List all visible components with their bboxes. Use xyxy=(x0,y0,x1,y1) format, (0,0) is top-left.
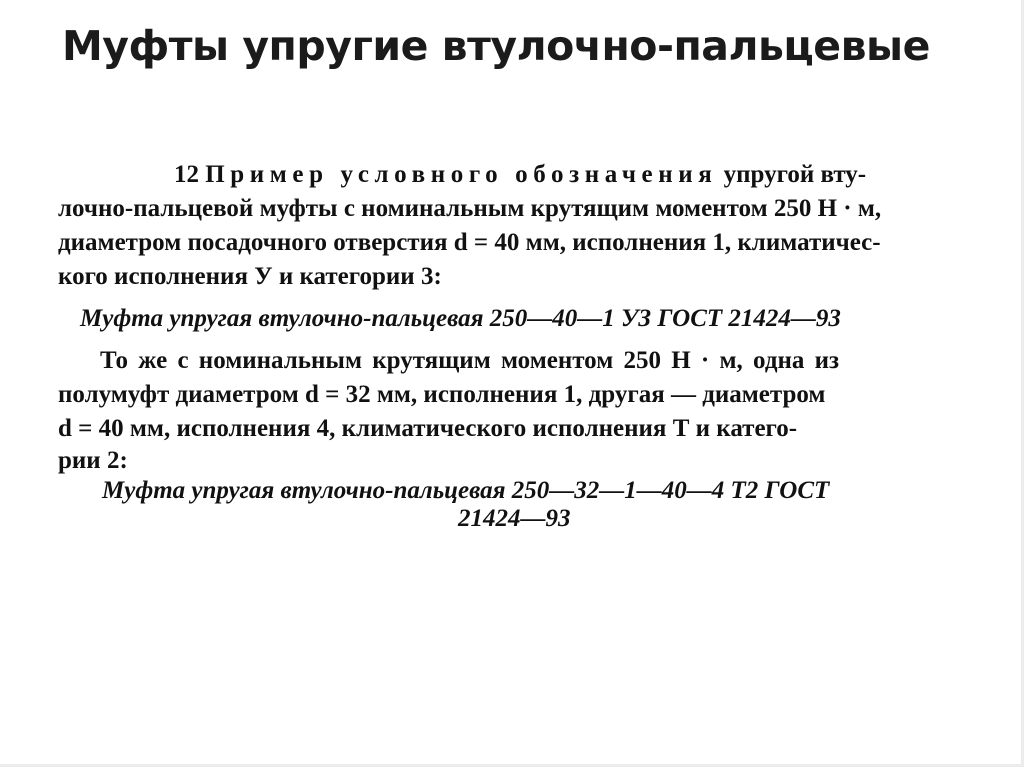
designation-example-1: Муфта упругая втулочно-пальцевая 250—40—1 УЗ ГОСТ 21424—93 xyxy=(80,305,841,332)
paragraph2-line1: То же с номинальным крутящим моментом 250 Н · м, одна из xyxy=(100,347,840,374)
scanned-document xyxy=(58,160,988,540)
paragraph2-line2: полумуфт диаметром d = 32 мм, исполнения 1, другая — диаметром xyxy=(58,381,826,408)
paragraph1-line3: диаметром посадочного отверстия d = 40 мм, исполнения 1, климатичес- xyxy=(58,229,881,256)
slide-title: Муфты упругие втулочно-пальцевые xyxy=(62,22,930,70)
clause-heading: Пример условного обозначения xyxy=(205,161,718,188)
paragraph1-line1 xyxy=(174,160,866,190)
paragraph2-line3: d = 40 мм, исполнения 4, климатического исполнения Т и катего- xyxy=(58,415,798,442)
paragraph2-line4: рии 2: xyxy=(58,447,128,474)
designation-example-2-line1: Муфта упругая втулочно-пальцевая 250—32—1—40—4 Т2 ГОСТ xyxy=(102,477,830,504)
paragraph1-line4: кого исполнения У и категории 3: xyxy=(58,263,442,290)
paragraph1-line2: лочно-пальцевой муфты с номинальным крутящим моментом 250 Н · м, xyxy=(58,195,882,222)
designation-example-2-line2: 21424—93 xyxy=(458,505,571,532)
paragraph1-line1-tail: упругой вту- xyxy=(723,161,867,188)
clause-number: 12 xyxy=(174,161,199,188)
